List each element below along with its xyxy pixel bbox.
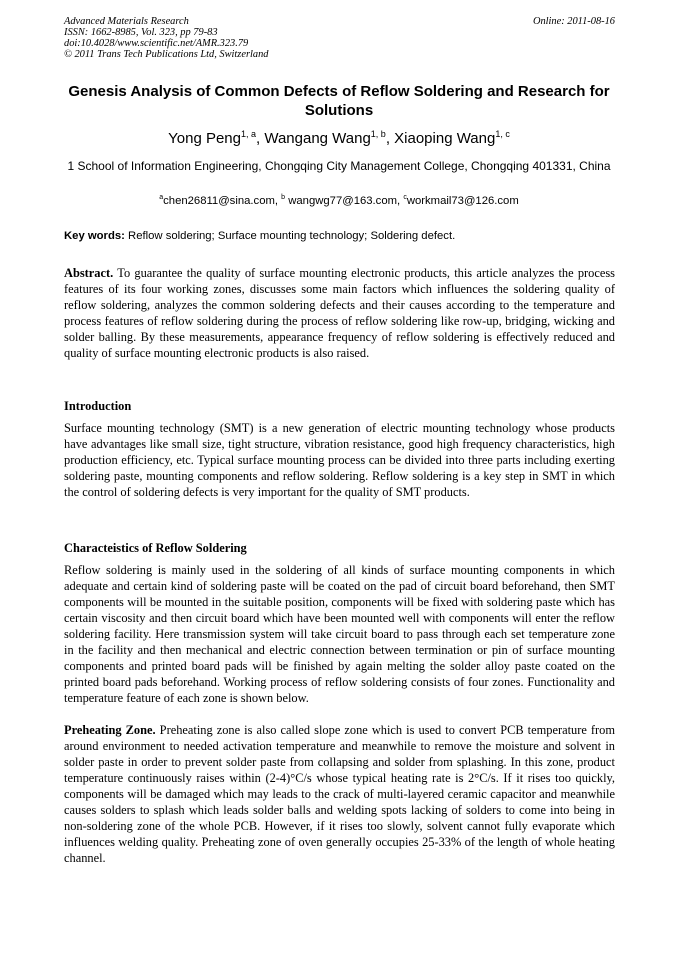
- author-affiliation-mark: 1, b: [370, 129, 386, 139]
- section-heading-characteristics: Characteistics of Reflow Soldering: [64, 541, 247, 555]
- email-mark: a: [159, 194, 164, 201]
- abstract-label: Abstract.: [64, 266, 114, 280]
- keywords-label: Key words:: [64, 230, 125, 242]
- characteristics-text: Reflow soldering is mainly used in the soldering of all kinds of surface mounting components in which adequate and certain kind of soldering paste will be coated on the pad of circuit board beforehand, then SMT components will be mounted in the suitable position, components will be fixed with soldering paste which has certain viscosity and then circuit board which have been mounted well with components will enter the reflow soldering facility. Here transmission system will take circuit board to pass through each set temperature zone in the facility and then mechanical and electric connection between termination or pin of surface mounting components and printed board pads will be finished by again melting the solder alloy paste coated on the printed board pads beforehand. Working process of reflow soldering consists of four zones. Functionality and temperature feature of each zone is shown below.: [64, 563, 615, 705]
- keywords-text: Reflow soldering; Surface mounting technology; Soldering defect.: [128, 230, 456, 242]
- preheating-label: Preheating Zone.: [64, 723, 156, 737]
- journal-name: Advanced Materials Research: [64, 16, 189, 27]
- email-link[interactable]: workmail73@126.com: [406, 195, 519, 207]
- paper-title: Genesis Analysis of Common Defects of Reflow Soldering and Research for Solutions: [68, 83, 610, 119]
- author-name: Wangang Wang: [264, 130, 371, 147]
- preheating-paragraph: [64, 722, 615, 866]
- preheating-text: Preheating zone is also called slope zone which is used to convert PCB temperature from around environment to needed activation temperature and meanwhile to remove the moisture and solvent in solder paste in order to prevent solder paste from collapsing and solder from splashing. In this zone, product temperature continuously raises within (2-4)°C/s whose typical heating rate is 2°C/s. If it rises too quickly, components will be damaged which may leads to the crack of multi-layered ceramic capacitor and meanwhile causes solders to splash which leads solder balls and welding spots lacking of solders to come into being in non-soldering zone of the whole PCB. However, if it rises too slowly, solvent cannot fully evaporate which influences welding quality. Preheating zone of oven generally occupies 25-33% of the length of whole heating channel.: [64, 723, 615, 865]
- journal-info: [64, 16, 268, 60]
- email-mark: c: [403, 194, 407, 201]
- email-mark: b: [281, 194, 286, 201]
- doi-line: doi:10.4028/www.scientific.net/AMR.323.79: [64, 38, 249, 49]
- keywords: [64, 229, 616, 243]
- introduction-paragraph: [64, 420, 615, 500]
- email-link[interactable]: chen26811@sina.com: [163, 195, 275, 207]
- author-separator: ,: [385, 130, 395, 147]
- online-date: Online: 2011-08-16: [532, 16, 615, 27]
- affiliation: 1 School of Information Engineering, Chongqing City Management College, Chongqing 401331, China: [67, 159, 611, 173]
- copyright-line: © 2011 Trans Tech Publications Ltd, Switzerland: [64, 49, 269, 60]
- author-name: Xiaoping Wang: [394, 130, 496, 147]
- section-heading-introduction: Introduction: [64, 399, 132, 413]
- author-affiliation-mark: 1, c: [495, 129, 510, 139]
- author-name: Yong Peng: [168, 130, 241, 147]
- abstract: [64, 265, 615, 361]
- issn-line: ISSN: 1662-8985, Vol. 323, pp 79-83: [64, 27, 218, 38]
- author-list: [40, 130, 638, 148]
- characteristics-paragraph: [64, 562, 615, 706]
- author-separator: ,: [256, 130, 265, 147]
- author-affiliation-mark: 1, a: [240, 129, 256, 139]
- abstract-text: To guarantee the quality of surface mounting electronic products, this article analyzes the process features of its four working zones, discusses some main factors which influences the soldering quality of reflow soldering, analyzes the common soldering defects and their causes according to the temperature and process features of reflow soldering during the process of reflow soldering like row-up, bridging, wicking and solder balling. By these measurements, appearance frequency of reflow soldering is effectively reduced and quality of surface mounting electronic products is also raised.: [64, 266, 615, 360]
- email-list: $^a$chen26811@sina.com, $^b$ wangwg77@163.com, $^c$workmail73@126.com: [159, 194, 519, 207]
- email-link[interactable]: wangwg77@163.com: [288, 195, 398, 207]
- introduction-text: Surface mounting technology (SMT) is a new generation of electric mounting technology whose products have advantages like small size, tight structure, vibration resistance, good high frequency characteristics, high production efficiency, etc. Typical surface mounting process can be divided into three parts including exerting soldering paste, mounting components and reflow soldering. Reflow soldering is a key step in SMT in which the control of soldering defects is very important for the quality of SMT products.: [64, 421, 615, 499]
